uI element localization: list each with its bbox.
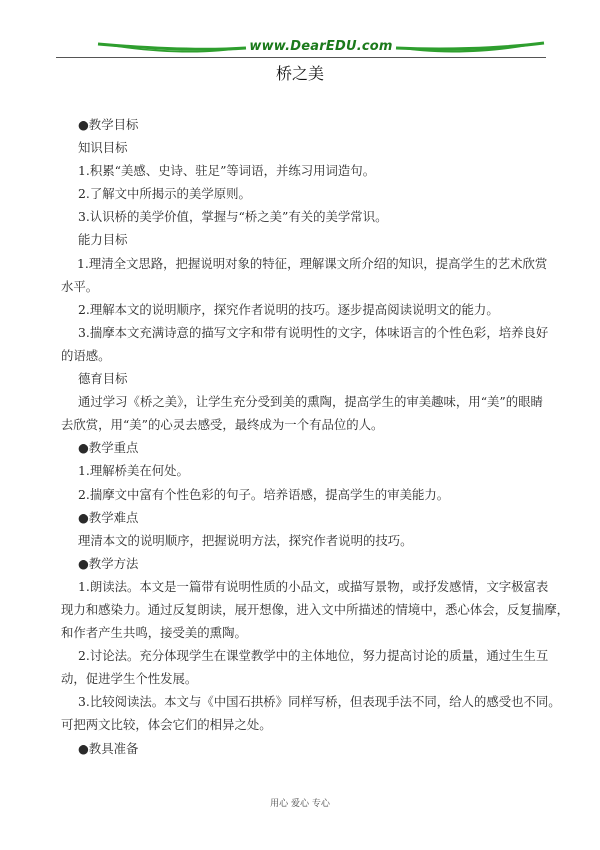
text-line: 3.揣摩本文充满诗意的描写文字和带有说明性的文字，体味语言的个性色彩，培养良好 [78, 324, 549, 340]
site-url[interactable]: www.DearEDU.com [249, 39, 393, 54]
site-header-banner [96, 38, 546, 58]
text-line: 2.了解文中所揭示的美学原则。 [78, 186, 251, 202]
document-body [61, 113, 570, 760]
text-line: 动，促进学生个性发展。 [61, 671, 198, 687]
text-line: 1.理清全文思路，把握说明对象的特征，理解课文所介绍的知识，提高学生的艺术欣赏 [77, 255, 548, 271]
section-heading: ●教具准备 [78, 740, 139, 756]
text-line: 可把两文比较，体会它们的相异之处。 [61, 717, 272, 733]
text-line: 现力和感染力。通过反复朗读，展开想像，进入文中所描述的情境中，悉心体会，反复揣摩， [61, 601, 570, 617]
text-line: 2.理解本文的说明顺序，探究作者说明的技巧。逐步提高阅读说明文的能力。 [78, 301, 499, 317]
text-line: 2.揣摩文中富有个性色彩的句子。培养语感，提高学生的审美能力。 [78, 486, 450, 502]
page-footer: 用心 爱心 专心 [270, 799, 330, 809]
text-line: 通过学习《桥之美》，让学生充分受到美的熏陶，提高学生的审美趣味，用“美”的眼睛 [78, 394, 543, 410]
subheading: 德育目标 [78, 371, 128, 387]
text-line: 去欣赏，用“美”的心灵去感受，最终成为一个有品位的人。 [61, 417, 384, 433]
subheading: 知识目标 [78, 140, 128, 156]
text-line: 水平。 [61, 278, 99, 294]
text-line: 1.理解桥美在何处。 [78, 463, 189, 479]
section-heading: ●教学难点 [78, 509, 139, 525]
text-line: 2.讨论法。充分体现学生在课堂教学中的主体地位，努力提高讨论的质量，通过生生互 [78, 648, 549, 664]
header-divider [56, 57, 546, 58]
text-line: 1.朗读法。本文是一篇带有说明性质的小品文，或描写景物，或抒发感情，文字极富表 [78, 578, 549, 594]
text-line: 的语感。 [61, 347, 111, 363]
text-line: 1.积累“美感、史诗、驻足”等词语，并练习用词造句。 [78, 163, 376, 179]
subheading: 能力目标 [78, 232, 128, 248]
text-line: 3.比较阅读法。本文与《中国石拱桥》同样写桥，但表现手法不同，给人的感受也不同。 [78, 694, 561, 710]
section-heading: ●教学方法 [78, 555, 139, 571]
section-heading: ●教学重点 [78, 440, 139, 456]
text-line: 理清本文的说明顺序，把握说明方法，探究作者说明的技巧。 [78, 532, 413, 548]
text-line: 3.认识桥的美学价值，掌握与“桥之美”有关的美学常识。 [78, 209, 388, 225]
text-line: 和作者产生共鸣，接受美的熏陶。 [61, 625, 247, 641]
section-heading: ●教学目标 [78, 117, 139, 132]
document-title: 桥之美 [275, 64, 324, 83]
